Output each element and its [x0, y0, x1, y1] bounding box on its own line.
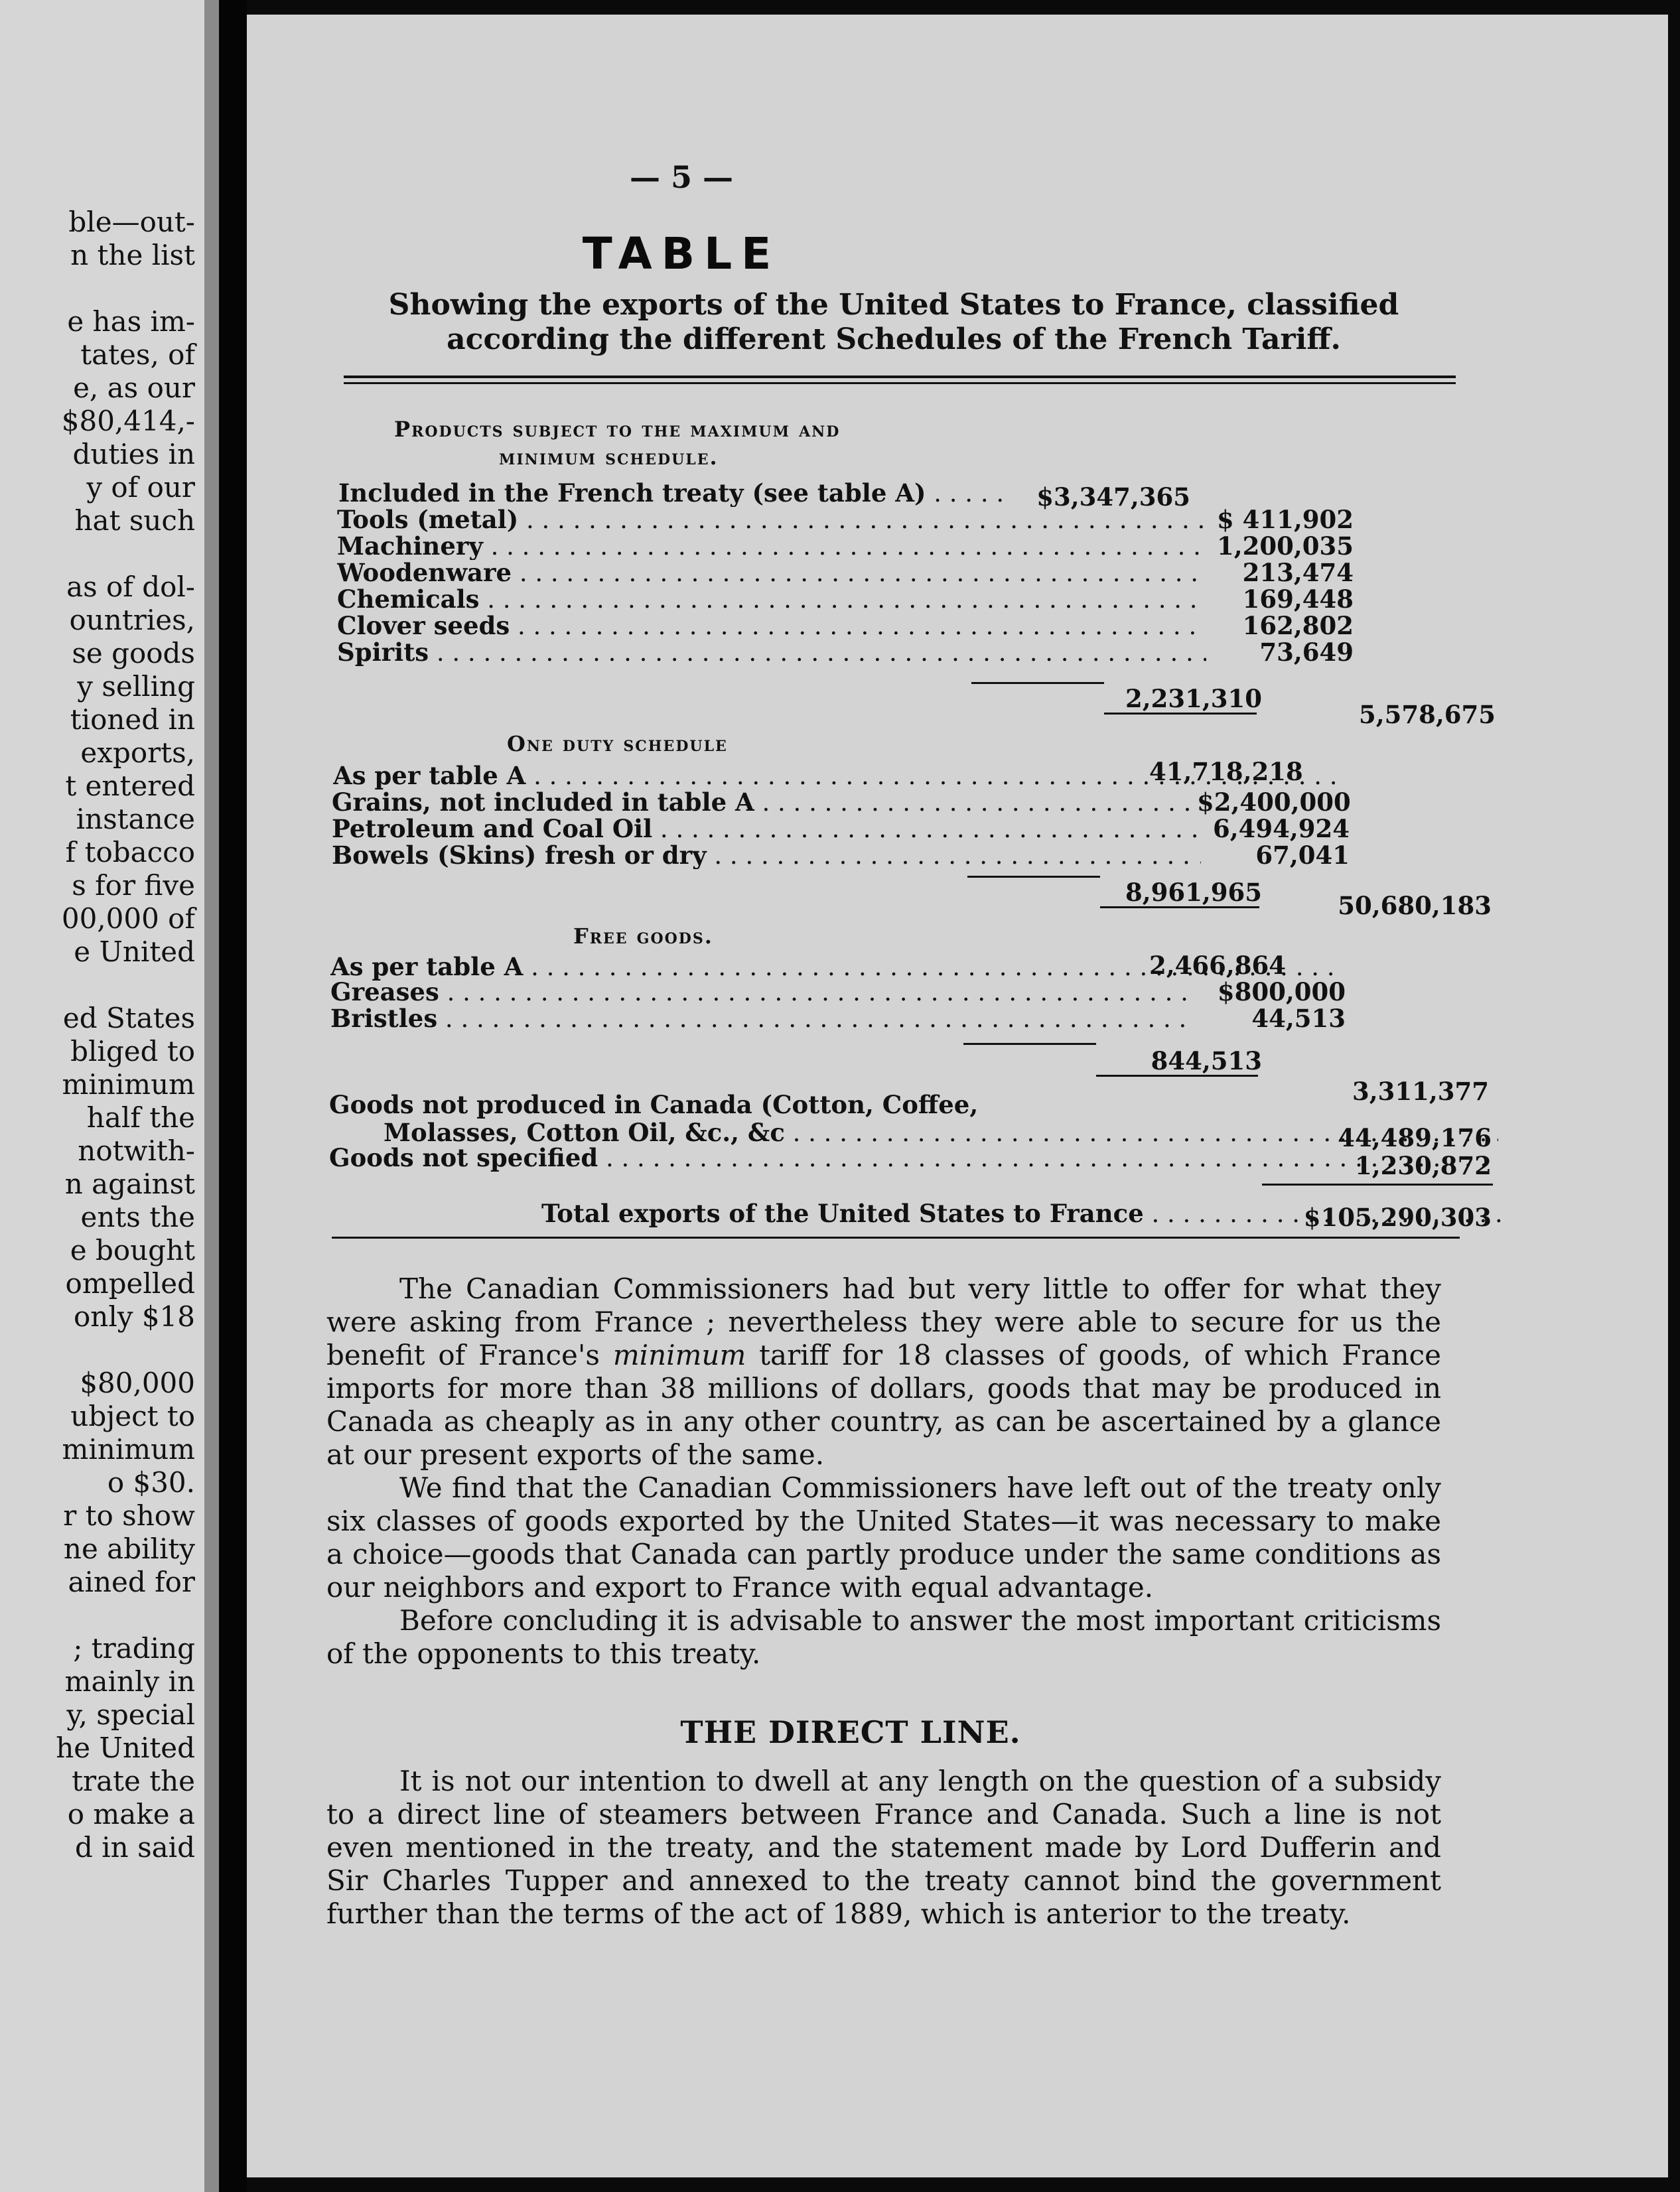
row-one-duty-as-per-value: 41,718,218 [1149, 757, 1303, 786]
left-page-line: ents the [80, 1201, 195, 1233]
left-page-line: ; trading [73, 1632, 195, 1665]
left-page-line: tioned in [70, 703, 195, 736]
row-value: 169,448 [1242, 584, 1354, 614]
table-row [330, 1004, 1193, 1032]
row-not-produced-label-2: Molasses, Cotton Oil, &c., &c . . . [384, 1119, 1498, 1146]
row-value: 213,474 [1242, 558, 1354, 587]
section-heading-free: Free goods. [573, 924, 713, 949]
left-page-line: ompelled [65, 1267, 195, 1300]
table-row [337, 532, 1206, 560]
left-page-line: se goods [72, 637, 195, 669]
row-label: Grains, not included in table A . . . [332, 788, 1201, 816]
row-label: Bristles . . . [330, 1004, 1193, 1032]
paragraph-3: Before concluding it is advisable to answer the most important criticisms of the opponents to this treaty. [326, 1604, 1441, 1670]
left-page-line: only $18 [73, 1300, 195, 1333]
total-rule-3 [1096, 1075, 1258, 1077]
grand-total-rule [1262, 1184, 1493, 1186]
section-heading-max-min-2: minimum schedule. [499, 445, 719, 470]
left-page-gutter [204, 0, 219, 2192]
section-title-direct-line: THE DIRECT LINE. [680, 1714, 1021, 1750]
table-row [337, 585, 1206, 613]
left-page-line: tates, of [80, 338, 195, 371]
subtotal-rule-1 [971, 682, 1104, 684]
left-page-line: minimum [62, 1068, 195, 1101]
table-row [332, 841, 1201, 869]
row-label: Spirits . . . [337, 638, 1206, 666]
row-label: Bowels (Skins) fresh or dry . . . [332, 841, 1201, 869]
paragraph-2: We find that the Canadian Commissioners have left out of the treaty only six classes of goods exported by the United States—it was necessary to make a choice—goods that Canada can partly produce under the same conditions as our neighbors and export to France with equal advantage. [326, 1472, 1441, 1604]
table-title: TABLE [582, 228, 781, 279]
left-page-line: as of dol- [66, 571, 195, 603]
free-subtotal: 844,513 [1151, 1046, 1262, 1075]
left-page-line [0, 969, 199, 1002]
row-not-specified-label: Goods not specified . . . [329, 1144, 1497, 1172]
left-page-line: y, special [66, 1698, 195, 1731]
left-page-line: t entered [65, 770, 195, 802]
row-not-produced-label-1: Goods not produced in Canada (Cotton, Coffee, [329, 1091, 979, 1119]
left-page-line [0, 272, 199, 305]
section-heading-one-duty: One duty schedule [507, 731, 728, 756]
left-page-line: o make a [67, 1798, 195, 1830]
left-page-line: n the list [70, 239, 195, 271]
left-page-line [0, 537, 199, 571]
left-page-line: instance [76, 803, 195, 835]
left-page-line: f tobacco [65, 836, 195, 868]
row-value: $ 411,902 [1217, 505, 1354, 534]
row-value: 1,200,035 [1217, 531, 1354, 561]
left-page-line: trate the [72, 1765, 195, 1797]
row-value: 67,041 [1255, 841, 1350, 870]
left-page-line: e, as our [73, 372, 195, 404]
document-page [247, 15, 1668, 2177]
bottom-rule [332, 1237, 1460, 1239]
row-value: 44,513 [1251, 1004, 1346, 1033]
section-heading-max-min: Products subject to the maximum and [394, 417, 841, 442]
left-page-line: e United [74, 935, 195, 968]
left-page-line: notwith- [78, 1134, 195, 1167]
table-row [330, 978, 1193, 1006]
row-label: Clover seeds . . . [337, 612, 1206, 640]
left-page-line [0, 1334, 199, 1367]
free-total: 3,311,377 [1352, 1077, 1489, 1106]
left-page-line: e bought [70, 1234, 195, 1267]
page-number: — 5 — [629, 159, 734, 195]
left-page-line: mainly in [64, 1665, 195, 1698]
row-value: 6,494,924 [1213, 814, 1350, 843]
left-page-line: exports, [80, 736, 195, 769]
row-grand-total-value: $105,290,303 [1303, 1203, 1492, 1232]
left-page-line: d in said [75, 1831, 195, 1864]
top-rule [344, 376, 1456, 378]
left-page-line: half the [86, 1101, 195, 1134]
left-page-line: ountries, [69, 604, 195, 636]
left-page-line: bliged to [70, 1035, 195, 1067]
row-label: Petroleum and Coal Oil . . . [332, 815, 1201, 843]
row-value: 162,802 [1242, 611, 1354, 640]
max-min-subtotal: 2,231,310 [1125, 684, 1262, 713]
row-label: Tools (metal) . . . [337, 506, 1206, 533]
left-page-line: o $30. [107, 1466, 195, 1499]
left-page-line [0, 1599, 199, 1632]
row-label: Machinery . . . [337, 532, 1206, 560]
table-row [337, 638, 1206, 666]
left-page-line: minimum [62, 1433, 195, 1466]
left-page-line: ubject to [70, 1400, 195, 1432]
row-free-as-per-value: 2,466,864 [1149, 951, 1286, 980]
row-included-label: Included in the French treaty (see table A) . . . [338, 479, 1002, 507]
row-value: $2,400,000 [1197, 788, 1351, 817]
table-row [332, 815, 1201, 843]
left-page-line: $80,000 [80, 1367, 195, 1399]
row-included-value: $3,347,365 [1036, 482, 1190, 512]
left-page-line: 00,000 of [61, 902, 195, 935]
table-row [337, 559, 1206, 586]
row-value: $800,000 [1217, 977, 1346, 1006]
left-page-line: $80,414,- [61, 405, 195, 437]
row-not-produced-value: 44,489,176 [1338, 1123, 1492, 1152]
table-row [337, 612, 1206, 640]
row-one-duty-as-per-label: As per table A . . . [333, 762, 1342, 789]
row-grand-total-label: Total exports of the United States to France . . . [541, 1199, 1504, 1227]
left-page-line: s for five [72, 869, 195, 902]
row-label: Chemicals . . . [337, 585, 1206, 613]
total-rule-1 [1104, 713, 1257, 715]
table-row [332, 788, 1201, 816]
left-page-text [0, 206, 199, 1864]
left-page-line: ne ability [63, 1533, 195, 1565]
left-page [0, 0, 219, 2192]
left-page-line: r to show [63, 1499, 195, 1532]
subtotal-rule-2 [967, 876, 1100, 878]
total-rule-2 [1100, 906, 1259, 908]
max-min-total: 5,578,675 [1359, 700, 1496, 729]
row-not-specified-value: 1,230,872 [1355, 1151, 1492, 1180]
left-page-line: ble—out- [68, 206, 195, 238]
left-page-line: he United [56, 1732, 195, 1764]
book-spine [219, 0, 247, 2192]
left-page-line: hat such [74, 504, 195, 537]
left-page-line: e has im- [67, 305, 195, 338]
left-page-line: duties in [72, 438, 195, 470]
left-page-line: n against [64, 1168, 195, 1200]
left-page-line: ained for [68, 1566, 195, 1598]
paragraph-4: It is not our intention to dwell at any length on the question of a subsidy to a direct line of steamers between France and Canada. Such a line is not even mentioned in the treaty, and the statement made by Lord Dufferin and Sir Charles Tupper and annexed to the treaty cannot bind the government further than the terms of the act of 1889, which is anterior to the treaty. [326, 1765, 1441, 1930]
row-free-as-per-label: As per table A . . . [330, 953, 1339, 981]
paragraph-1: The Canadian Commissioners had but very little to offer for what they were asking from France ; nevertheless they were able to secure for us the benefit of France's minimum tariff for 18 classes of goods, of which France imports for more than 38 millions of dollars, goods that may be produced in Canada as cheaply as in any other country, as can be ascertained by a glance at our present exports of the same. [326, 1272, 1441, 1471]
table-subtitle: Showing the exports of the United States to France, classified according the different Schedules of the French Tariff. [388, 288, 1399, 356]
left-page-line: y selling [77, 670, 195, 703]
row-value: 73,649 [1259, 638, 1354, 667]
table-row [337, 506, 1206, 533]
one-duty-total: 50,680,183 [1338, 891, 1492, 920]
top-rule-2 [344, 382, 1456, 384]
row-label: Greases . . . [330, 978, 1193, 1006]
subtotal-rule-3 [963, 1043, 1096, 1045]
one-duty-subtotal: 8,961,965 [1125, 878, 1262, 907]
left-page-line: y of our [86, 471, 195, 504]
row-label: Woodenware . . . [337, 559, 1206, 586]
left-page-line: ed States [62, 1002, 195, 1034]
